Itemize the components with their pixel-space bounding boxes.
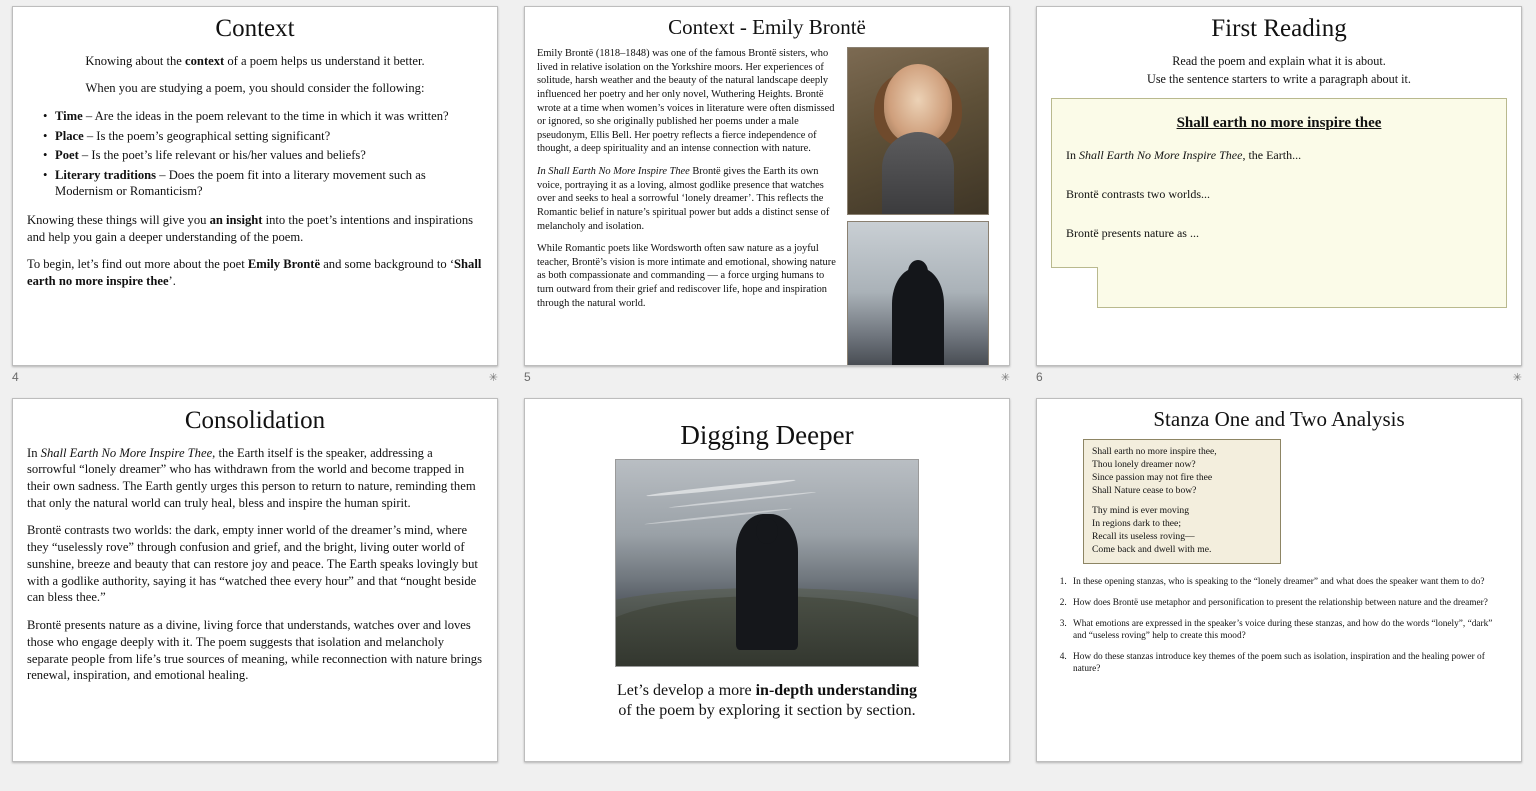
list-item: • Time – Are the ideas in the poem relevant to the time in which it was written? xyxy=(45,108,483,125)
slide-cell-digging-deeper xyxy=(512,392,1024,791)
slide-footer xyxy=(12,370,498,384)
bronte-biography xyxy=(537,47,837,366)
page-title: Consolidation xyxy=(184,407,326,434)
slide-context-emily-bronte[interactable] xyxy=(524,6,1010,366)
list-item: 4. How do these stanzas introduce key themes of the poem such as isolation, inspiration and the healing power of nature? xyxy=(1069,651,1507,675)
context-insight-paragraph: Knowing these things will give you an insight into the poet’s intentions and inspirations and help you gain a deeper understanding of the poem. xyxy=(27,213,474,244)
page-fold-corner xyxy=(1051,267,1098,308)
poem-extract-box xyxy=(1083,439,1281,564)
slide-number: 4 xyxy=(12,370,19,384)
page-title: Stanza One and Two Analysis xyxy=(1153,407,1405,431)
star-icon[interactable]: ✳ xyxy=(1000,371,1010,384)
slide-number: 6 xyxy=(1036,370,1043,384)
list-item: • Literary traditions – Does the poem fit into a literary movement such as Modernism or Romanticism? xyxy=(45,167,483,200)
list-item: 1. In these opening stanzas, who is speaking to the “lonely dreamer” and what does the speaker want them to do? xyxy=(1069,576,1507,588)
stanza-two: Thy mind is ever moving In regions dark to thee; Recall its useless roving— Come back and dwell with me. xyxy=(1092,505,1212,555)
first-reading-instructions xyxy=(1037,53,1521,87)
consolidation-paragraph-2: Brontë contrasts two worlds: the dark, empty inner world of the dreamer’s mind, where they “uselessly rove” through confusion and grief, and the bright, living outer world of sunshine, breeze and beauty that can restore joy and peace. The Earth speaks lovingly but with a godlike authority, saying it has “watched thee every hour” and that “nought beside can bless thee.” xyxy=(27,523,478,605)
list-item: • Place – Is the poem’s geographical setting significant? xyxy=(45,128,483,145)
bio-paragraph-3: While Romantic poets like Wordsworth often saw nature as a joyful teacher, Brontë’s vision is more intimate and emotional, showing nature as both compassionate and commanding — a force urging humans to turn outward from their grief and rediscover life, hope and inspiration through the natural world. xyxy=(537,243,836,309)
caption-line-2: of the poem by exploring it section by section. xyxy=(618,702,916,720)
star-icon[interactable]: ✳ xyxy=(488,371,498,384)
list-item: 2. How does Brontë use metaphor and personification to present the relationship between nature and the dreamer? xyxy=(1069,597,1507,609)
slide-cell-consolidation xyxy=(0,392,512,791)
context-lead-1: Knowing about the context of a poem helps us understand it better. xyxy=(85,53,425,68)
slide-number: 5 xyxy=(524,370,531,384)
note-title: Shall earth no more inspire thee xyxy=(1176,114,1382,131)
slide-cell-stanza-analysis xyxy=(1024,392,1536,791)
page-title: First Reading xyxy=(1211,15,1347,42)
analysis-questions-list xyxy=(1051,576,1507,675)
slide-stanza-analysis[interactable] xyxy=(1036,398,1522,762)
image-column xyxy=(847,47,987,366)
instruction-line-2: Use the sentence starters to write a paragraph about it. xyxy=(1147,71,1411,86)
silhouette-woman-on-moor-image xyxy=(847,221,989,366)
slide-context[interactable] xyxy=(12,6,498,366)
stanza-one: Shall earth no more inspire thee, Thou lonely dreamer now? Since passion may not fire thee Shall Nature cease to bow? xyxy=(1092,446,1217,496)
context-begin-paragraph: To begin, let’s find out more about the poet Emily Brontë and some background to ‘Shall earth no more inspire thee’. xyxy=(27,257,482,289)
slide-footer xyxy=(1036,370,1522,384)
bio-paragraph-2: In Shall Earth No More Inspire Thee Brontë gives the Earth its own voice, portraying it as a loving, almost godlike presence that watches over and seeks to heal a sorrowful ‘lonely dreamer’. This reflects the Romantic belief in nature’s spiritual power but adds a distinct sense of melancholy and isolation. xyxy=(537,166,830,232)
slide-cell-context xyxy=(0,0,512,392)
list-item: 3. What emotions are expressed in the speaker’s voice during these stanzas, and how do the words “lonely”, “dark” and “useless roving” help to create this mood? xyxy=(1069,618,1507,642)
list-item: • Poet – Is the poet’s life relevant or his/her values and beliefs? xyxy=(45,147,483,164)
caption-line-1: Let’s develop a more in-depth understanding xyxy=(616,681,917,699)
portrait-of-emily-bronte-image xyxy=(847,47,989,215)
page-title: Context xyxy=(215,15,295,42)
instruction-line-1: Read the poem and explain what it is about. xyxy=(1172,53,1386,68)
sentence-starter: Brontë contrasts two worlds... xyxy=(1066,186,1210,201)
consolidation-body xyxy=(13,445,497,685)
page-title: Context - Emily Brontë xyxy=(668,15,866,39)
slide-first-reading[interactable] xyxy=(1036,6,1522,366)
slide-cell-context-emily-bronte xyxy=(512,0,1024,392)
silhouette-woman-in-landscape-image xyxy=(615,459,919,667)
consolidation-paragraph-1: In Shall Earth No More Inspire Thee, the Earth itself is the speaker, addressing a sorrowful “lonely dreamer” who has withdrawn from the world and become trapped in their own sadness. The Earth gently urges this person to return to nature, reminding them that only the natural world can truly heal, bless and inspire the human spirit. xyxy=(27,445,476,510)
bio-paragraph-1: Emily Brontë (1818–1848) was one of the famous Brontë sisters, who lived in relative isolation on the Yorkshire moors. Her experiences of solitude, harsh weather and the beauty of the natural landscape deeply influenced her poetry and her only novel, Wuthering Heights. Brontë wrote at a time when women’s voices in literature were often dismissed or ignored, so she originally published her poems under a male pseudonym, Ellis Bell. Her poetry reflects a fierce independence of thought, a deep spirituality and an intense connection with nature. xyxy=(537,48,835,155)
slide-body xyxy=(13,53,497,290)
sentence-starter: In Shall Earth No More Inspire Thee, the Earth... xyxy=(1066,147,1302,162)
slide-consolidation[interactable] xyxy=(12,398,498,762)
star-icon[interactable]: ✳ xyxy=(1512,371,1522,384)
slide-footer xyxy=(524,370,1010,384)
sentence-starter-note[interactable] xyxy=(1051,98,1507,308)
slide-digging-deeper[interactable] xyxy=(524,398,1010,762)
slide-cell-first-reading xyxy=(1024,0,1536,392)
context-considerations-list xyxy=(27,108,483,200)
page-title: Digging Deeper xyxy=(680,420,854,450)
sentence-starter: Brontë presents nature as ... xyxy=(1066,225,1199,240)
consolidation-paragraph-3: Brontë presents nature as a divine, living force that understands, watches over and loves those who engage deeply with it. The poem suggests that isolation and melancholy separate people from life’s true sources of meaning, while reconnection with nature brings renewal, inspiration, and emotional healing. xyxy=(27,618,482,683)
context-lead-2: When you are studying a poem, you should consider the following: xyxy=(85,81,425,96)
digging-deeper-caption xyxy=(541,681,993,723)
